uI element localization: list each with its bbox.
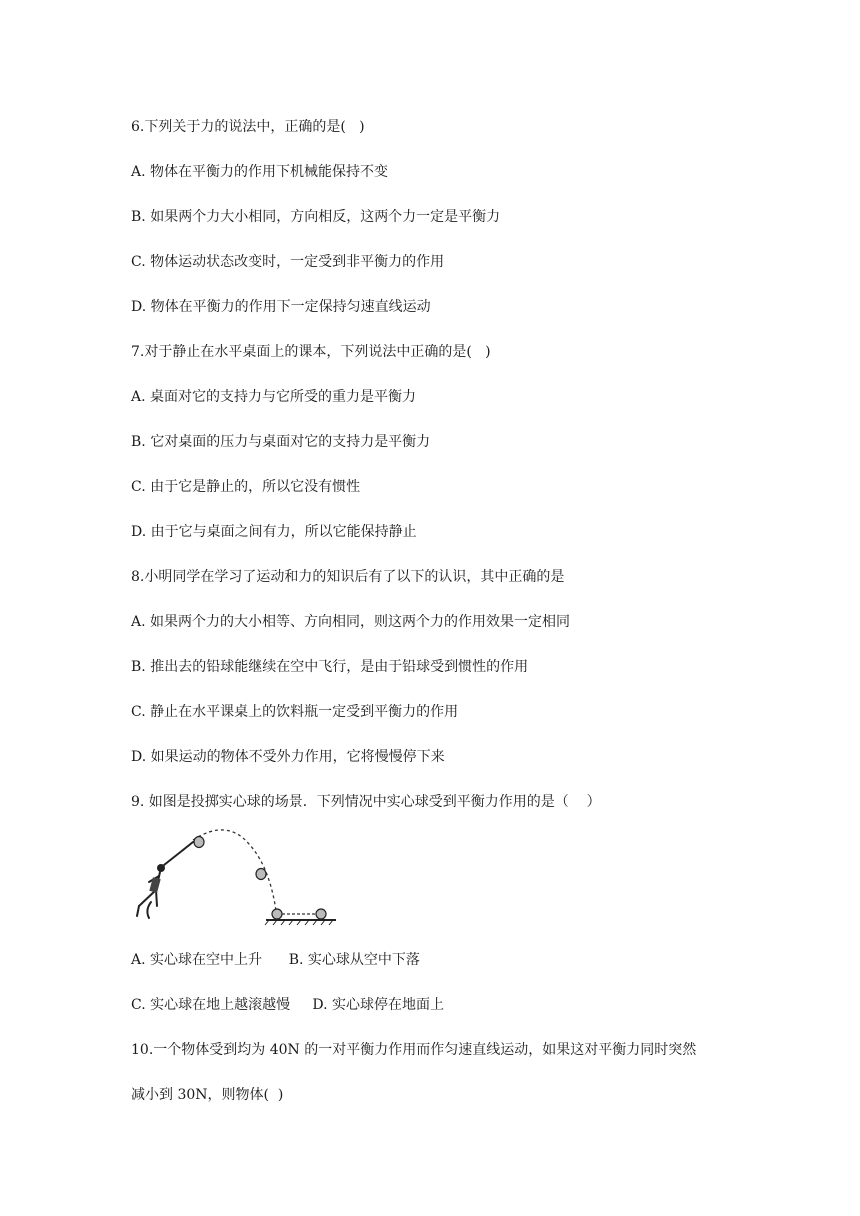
question-9-options-row-2: C. 实心球在地上越滚越慢 D. 实心球停在地面上 — [131, 997, 444, 1013]
question-6-stem: 6.下列关于力的说法中，正确的是( ) — [131, 119, 365, 135]
shot-put-illustration — [131, 828, 341, 928]
question-8-option-c: C. 静止在水平课桌上的饮料瓶一定受到平衡力的作用 — [131, 704, 459, 720]
question-6-option-c: C. 物体运动状态改变时，一定受到非平衡力的作用 — [131, 254, 445, 270]
ball-falling — [256, 869, 266, 880]
question-9-stem: 9. 如图是投掷实心球的场景．下列情况中实心球受到平衡力作用的是（ ） — [131, 794, 601, 810]
question-7-option-b: B. 它对桌面的压力与桌面对它的支持力是平衡力 — [131, 434, 431, 450]
question-6-option-d: D. 物体在平衡力的作用下一定保持匀速直线运动 — [131, 299, 431, 315]
ball-landing — [272, 909, 282, 919]
ball-rest — [316, 909, 326, 919]
question-8-option-b: B. 推出去的铅球能继续在空中飞行，是由于铅球受到惯性的作用 — [131, 659, 529, 675]
shot-put-figure — [131, 828, 341, 928]
question-9-options-row-1: A. 实心球在空中上升 B. 实心球从空中下落 — [131, 952, 420, 968]
question-7-stem: 7.对于静止在水平桌面上的课本，下列说法中正确的是( ) — [131, 344, 491, 360]
question-10-stem-line-2: 减小到 30N，则物体( ) — [131, 1087, 284, 1103]
question-7-option-c: C. 由于它是静止的，所以它没有惯性 — [131, 479, 361, 495]
question-8-stem: 8.小明同学在学习了运动和力的知识后有了以下的认识，其中正确的是 — [131, 569, 565, 585]
question-8-option-a: A. 如果两个力的大小相等、方向相同，则这两个力的作用效果一定相同 — [131, 614, 571, 630]
question-7-option-d: D. 由于它与桌面之间有力，所以它能保持静止 — [131, 524, 417, 540]
question-8-option-d: D. 如果运动的物体不受外力作用，它将慢慢停下来 — [131, 749, 445, 765]
ball-top — [194, 837, 204, 848]
question-10-stem-line-1: 10.一个物体受到均为 40N 的一对平衡力作用而作匀速直线运动，如果这对平衡力同时突然 — [131, 1042, 697, 1058]
thrower-figure — [137, 842, 193, 918]
question-7-option-a: A. 桌面对它的支持力与它所受的重力是平衡力 — [131, 389, 417, 405]
question-6-option-a: A. 物体在平衡力的作用下机械能保持不变 — [131, 164, 389, 180]
question-6-option-b: B. 如果两个力大小相同，方向相反，这两个力一定是平衡力 — [131, 209, 501, 225]
